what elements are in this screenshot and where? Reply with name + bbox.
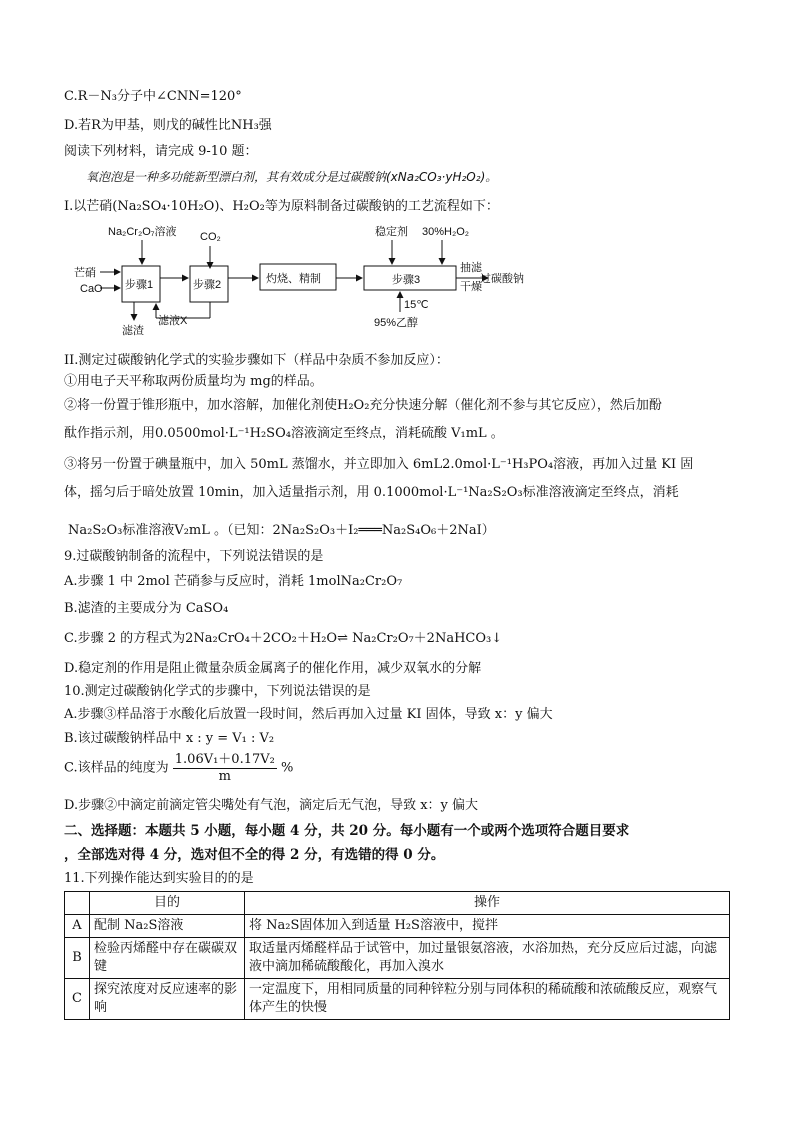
table-row <box>65 938 730 979</box>
step-2-line1: ②将一份置于锥形瓶中，加水溶解，加催化剂使H₂O₂充分快速分解（催化剂不参与其它反应），然后加酚 <box>64 398 662 413</box>
box-step2-label: 步骤2 <box>193 279 222 291</box>
label-na2cr2o7: Na₂Cr₂O₇溶液 <box>108 226 177 238</box>
step-3-line2: 体，摇匀后于暗处放置 10min，加入适量指示剂，用 0.1000mol·L⁻¹Na₂S₂O₃标准溶液滴定至终点，消耗 <box>64 485 679 500</box>
q9-option-b: B.滤渣的主要成分为 CaSO₄ <box>64 601 229 616</box>
row-goal: 探究浓度对反应速率的影响 <box>90 979 245 1020</box>
section2-heading-line1: 二、选择题：本题共 5 小题，每小题 4 分，共 20 分。每小题有一个或两个选项符合题目要求 <box>64 823 630 839</box>
option-d-prev: D.若R为甲基，则戊的碱性比NH₃强 <box>64 118 272 133</box>
box-calcine-label: 灼烧、精制 <box>266 273 321 285</box>
table-header-row <box>65 892 730 915</box>
q10-option-d: D.步骤②中滴定前滴定管尖嘴处有气泡，滴定后无气泡，导致 x：y 偏大 <box>64 798 479 813</box>
label-product: 过碳酸钠 <box>480 273 524 285</box>
purity-fraction <box>173 752 277 785</box>
label-cao: CaO <box>80 283 103 295</box>
q10-option-b: B.该过碳酸钠样品中 x : y = V₁ : V₂ <box>64 731 275 746</box>
label-residue: 滤渣 <box>122 325 144 336</box>
row-goal: 配制 Na₂S溶液 <box>90 915 245 938</box>
q10-option-a: A.步骤③样品溶于水酸化后放置一段时间，然后再加入过量 KI 固体，导致 x：y 偏大 <box>64 707 553 722</box>
q9-stem: 9.过碳酸钠制备的流程中，下列说法错误的是 <box>64 549 324 564</box>
purity-denominator: m <box>218 769 231 784</box>
part1-heading: I.以芒硝(Na₂SO₄·10H₂O)、H₂O₂等为原料制备过碳酸钠的工艺流程如下： <box>64 199 499 214</box>
q10-option-c-suffix: % <box>281 760 294 776</box>
row-label: A <box>65 915 90 938</box>
box-step1-label: 步骤1 <box>125 279 154 291</box>
table-row <box>65 979 730 1020</box>
q9-option-c: C.步骤 2 的方程式为2Na₂CrO₄＋2CO₂＋H₂O⇌ Na₂Cr₂O₇＋2NaHCO₃↓ <box>64 631 503 646</box>
q10-option-c-prefix: C.该样品的纯度为 <box>64 760 169 776</box>
table-row <box>65 915 730 938</box>
row-label: C <box>65 979 90 1020</box>
table-header-op: 操作 <box>245 892 730 915</box>
label-co2: CO₂ <box>200 231 221 243</box>
step-3-line3: Na₂S₂O₃标准溶液V₂mL 。（已知：2Na₂S₂O₃＋I₂═══Na₂S₄O₆＋2NaI） <box>68 523 495 538</box>
label-temp: 15℃ <box>404 299 429 311</box>
q11-table <box>64 891 730 1020</box>
row-label: B <box>65 938 90 979</box>
row-op: 取适量丙烯醛样品于试管中，加过量银氨溶液，水浴加热，充分反应后过滤，向滤液中滴加稀硫酸酸化，再加入溴水 <box>245 938 730 979</box>
table-header-blank <box>65 892 90 915</box>
material-text: 氧泡泡是一种多功能新型漂白剂，其有效成分是过碳酸钠(xNa₂CO₃·yH₂O₂)。 <box>86 170 498 184</box>
step-1: ①用电子天平称取两份质量均为 mg的样品。 <box>64 374 323 389</box>
option-c-prev: C.R－N₃分子中∠CNN=120° <box>64 89 242 104</box>
part2-heading: II.测定过碳酸钠化学式的实验步骤如下（样品中杂质不参加反应）： <box>64 353 449 368</box>
label-ethanol: 95%乙醇 <box>374 317 419 329</box>
row-op: 将 Na₂S固体加入到适量 H₂S溶液中，搅拌 <box>245 915 730 938</box>
q10-option-c <box>64 752 293 785</box>
step-2-line2: 酞作指示剂，用0.0500mol·L⁻¹H₂SO₄溶液滴定至终点，消耗硫酸 V₁mL 。 <box>64 426 504 441</box>
section2-heading-line2: ，全部选对得 4 分，选对但不全的得 2 分，有选错的得 0 分。 <box>64 847 445 863</box>
step-3-line1: ③将另一份置于碘量瓶中，加入 50mL 蒸馏水，并立即加入 6mL2.0mol·L⁻¹H₃PO₄溶液，再加入过量 KI 固 <box>64 457 694 472</box>
row-goal: 检验丙烯醛中存在碳碳双键 <box>90 938 245 979</box>
q9-option-a: A.步骤 1 中 2mol 芒硝参与反应时，消耗 1molNa₂Cr₂O₇ <box>64 574 403 589</box>
label-mangxiao: 芒硝 <box>74 267 96 279</box>
reading-intro: 阅读下列材料，请完成 9-10 题： <box>64 144 258 159</box>
table-header-goal: 目的 <box>90 892 245 915</box>
box-step3-label: 步骤3 <box>392 274 421 286</box>
purity-numerator: 1.06V₁＋0.17V₂ <box>174 752 275 767</box>
row-op: 一定温度下，用相同质量的同种锌粒分别与同体积的稀硫酸和浓硫酸反应，观察气体产生的快慢 <box>245 979 730 1020</box>
label-stabilizer: 稳定剂 <box>375 226 408 238</box>
label-dry: 干燥 <box>460 281 482 293</box>
q9-option-d: D.稳定剂的作用是阻止微量杂质金属离子的催化作用，减少双氧水的分解 <box>64 661 482 676</box>
q10-stem: 10.测定过碳酸钠化学式的步骤中，下列说法错误的是 <box>64 684 371 699</box>
label-filtrate-x: 滤液X <box>158 315 188 327</box>
label-h2o2: 30%H₂O₂ <box>422 226 470 238</box>
process-flow-diagram <box>70 224 530 336</box>
label-suction: 抽滤 <box>460 262 482 274</box>
q11-stem: 11.下列操作能达到实验目的的是 <box>64 871 254 886</box>
